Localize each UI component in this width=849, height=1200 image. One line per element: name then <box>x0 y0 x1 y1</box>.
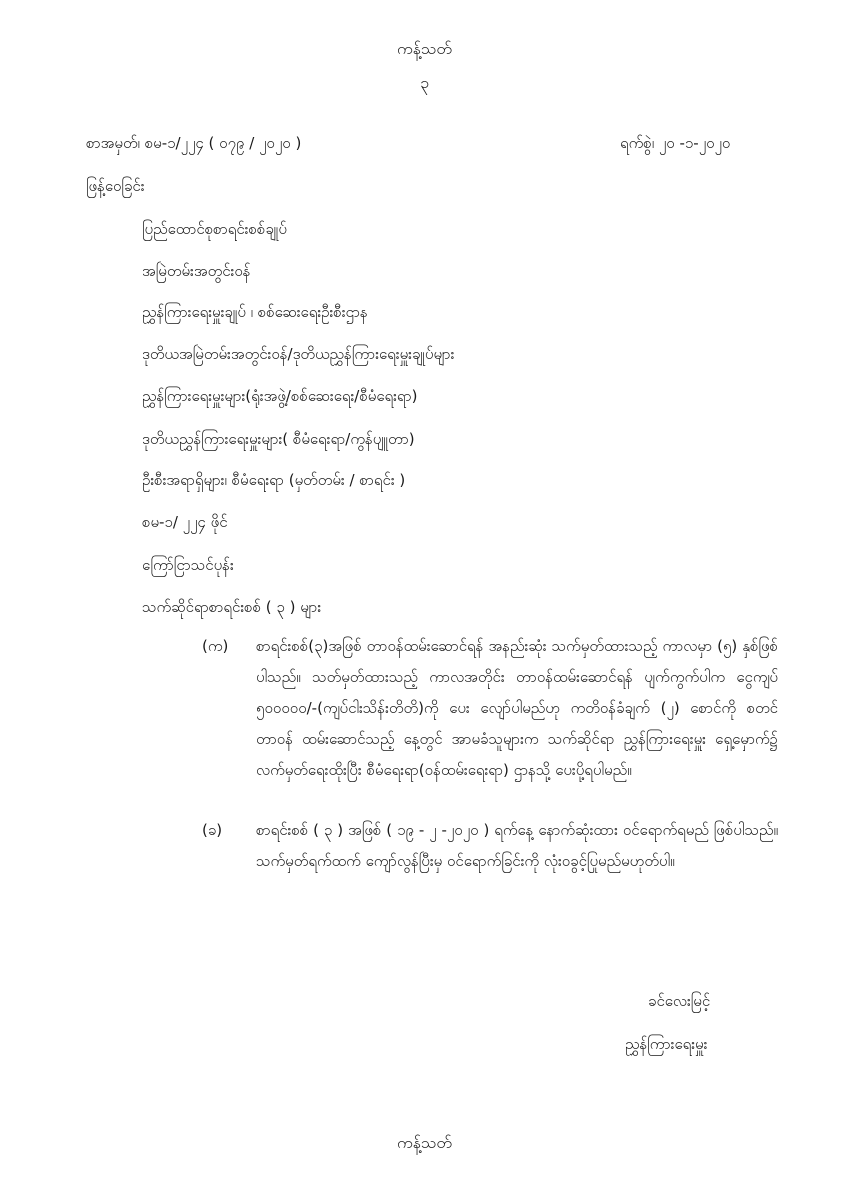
recipient-item: ဒုတိယအမြဲတမ်းအတွင်းဝန်/ဒုတိယညွှန်ကြားရေးမှူးချုပ်များ <box>142 345 455 363</box>
recipient-item: ကြော်ငြာသင်ပုန်း <box>142 556 234 574</box>
recipient-item: ပြည်ထောင်စုစာရင်းစစ်ချုပ် <box>142 220 287 238</box>
letter-reference: စာအမှတ်၊ စမ-၁/၂၂၄ ( ၀၇၉ / ၂၀၂၀ ) <box>86 134 302 152</box>
paragraph-label: (ခ) <box>202 821 223 839</box>
header-classification: ကန့်သတ် <box>397 39 452 58</box>
recipient-item: စမ-၁/ ၂၂၄ ဖိုင် <box>142 513 228 531</box>
recipient-item: ညွှန်ကြားရေးမှူးများ(ရုံးအဖွဲ့/စစ်ဆေးရေး/စီမံရေးရာ) <box>142 387 418 405</box>
paragraph-text: စာရင်းစစ် ( ၃ ) အဖြစ် ( ၁၉ - ၂ -၂၀၂၀ ) ရက်နေ့ နောက်ဆုံးထား ဝင်ရောက်ရမည် ဖြစ်ပါသည်။ သက်မှတ်ရက်ထက် ကျော်လွန်ပြီးမှ ဝင်ရောက်ခြင်းကို လုံးဝခွင့်ပြုမည်မဟုတ်ပါ။ <box>256 821 778 870</box>
page-number: ၃ <box>420 73 429 92</box>
recipient-item: ဒုတိယညွှန်ကြားရေးမှူးများ( စီမံရေးရာ/ကွန်ပျူတာ) <box>142 430 415 448</box>
recipient-item: သက်ဆိုင်ရာစာရင်းစစ် ( ၃ ) များ <box>142 598 322 616</box>
distribution-heading: ဖြန့်ဝေခြင်း <box>86 177 145 195</box>
recipient-item: ညွှန်ကြားရေးမှူးချုပ် ၊ စစ်ဆေးရေးဦးစီးဌာန <box>142 303 368 321</box>
recipient-item: အမြဲတမ်းအတွင်းဝန် <box>142 262 251 280</box>
recipient-item: ဦးစီးအရာရှိများ၊ စီမံရေးရာ (မှတ်တမ်း / စာရင်း ) <box>142 471 406 489</box>
paragraph-label: (က) <box>202 637 229 655</box>
footer-classification: ကန့်သတ် <box>397 1133 452 1152</box>
paragraph-text: စာရင်းစစ်(၃)အဖြစ် တာဝန်ထမ်းဆောင်ရန် အနည်းဆုံး သက်မှတ်ထားသည့် ကာလမှာ (၅) နှစ်ဖြစ်ပါသည်။ သတ်မှတ်ထားသည့် ကာလအတိုင်း တာဝန်ထမ်းဆောင်ရန် ပျက်ကွက်ပါက ငွေကျပ် ၅၀၀၀၀၀/-(ကျပ်ငါးသိန်းတိတိ)ကို ပေး လျော်ပါမည်ဟု ကတိဝန်ခံချက် (၂) စောင်ကို စတင်တာဝန် ထမ်းဆောင်သည့် နေ့တွင် အာမခံသူများက သက်ဆိုင်ရာ ညွှန်ကြားရေးမှူး ရှေ့မှောက်၌ လက်မှတ်ရေးထိုးပြီး စီမံရေးရာ(ဝန်ထမ်းရေးရာ) ဌာနသို့ ပေးပို့ရပါမည်။ <box>256 637 778 779</box>
letter-date: ရက်စွဲ၊ ၂၀ -၁-၂၀၂၀ <box>620 134 731 152</box>
signatory-name: ခင်လေးမြင့် <box>648 992 711 1010</box>
signatory-title: ညွှန်ကြားရေးမှူး <box>625 1035 708 1053</box>
